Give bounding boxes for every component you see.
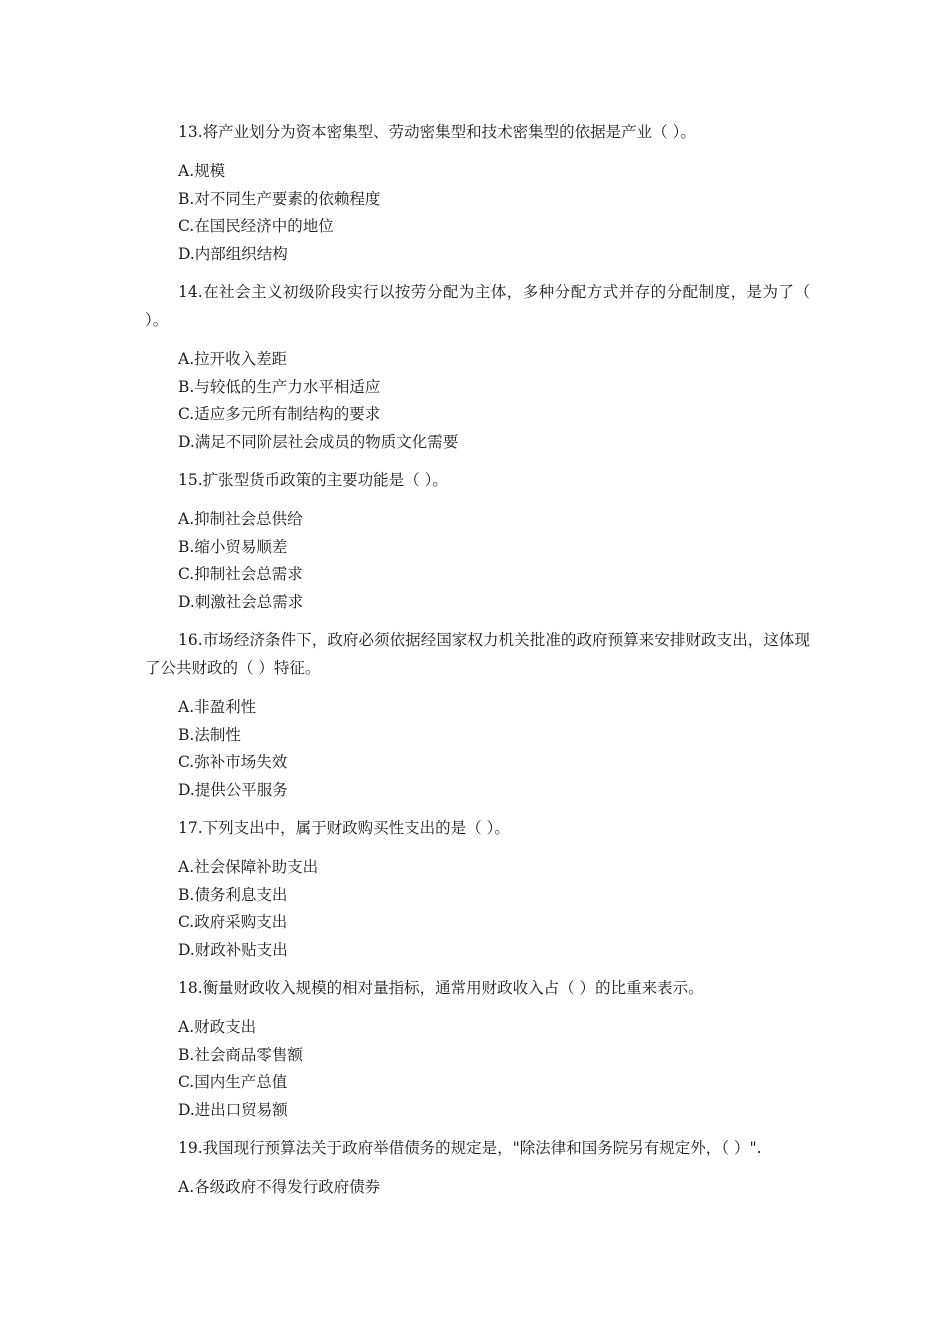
question-17 xyxy=(145,814,810,964)
option-b: B.法制性 xyxy=(178,725,241,744)
option-d: D.刺激社会总需求 xyxy=(178,592,304,611)
option-c: C.抑制社会总需求 xyxy=(178,565,303,583)
option-d: D.财政补贴支出 xyxy=(178,940,288,959)
option-d: D.内部组织结构 xyxy=(178,244,288,263)
option-c: C.政府采购支出 xyxy=(178,913,288,931)
question-list xyxy=(145,118,810,1212)
option-a: A.非盈利性 xyxy=(178,698,257,716)
question-stem: 19.我国现行预算法关于政府举借债务的规定是，"除法律和国务院另有规定外，（ ）". xyxy=(178,1139,762,1157)
question-stem: 17.下列支出中，属于财政购买性支出的是（ ）。 xyxy=(178,819,510,837)
option-a: A.财政支出 xyxy=(178,1018,257,1036)
question-15 xyxy=(145,466,810,616)
question-14 xyxy=(145,278,810,456)
option-d: D.满足不同阶层社会成员的物质文化需要 xyxy=(178,432,459,451)
option-a: A.抑制社会总供给 xyxy=(178,510,303,528)
question-18 xyxy=(145,974,810,1124)
question-13 xyxy=(145,118,810,268)
question-stem: 15.扩张型货币政策的主要功能是（ ）。 xyxy=(178,471,448,489)
option-list xyxy=(145,1014,810,1124)
question-stem: 16.市场经济条件下，政府必须依据经国家权力机关批准的政府预算来安排财政支出，这体现了公共财政的（ ）特征。 xyxy=(145,631,810,677)
option-a: A.社会保障补助支出 xyxy=(178,858,319,876)
option-list xyxy=(145,158,810,268)
option-list xyxy=(145,506,810,616)
question-stem: 18.衡量财政收入规模的相对量指标，通常用财政收入占（ ）的比重来表示。 xyxy=(178,979,704,997)
question-stem: 13.将产业划分为资本密集型、劳动密集型和技术密集型的依据是产业（ ）。 xyxy=(178,123,696,141)
option-c: C.弥补市场失效 xyxy=(178,753,288,771)
option-a: A.各级政府不得发行政府债券 xyxy=(178,1178,381,1196)
option-a: A.规模 xyxy=(178,162,226,180)
option-a: A.拉开收入差距 xyxy=(178,350,288,368)
option-b: B.对不同生产要素的依赖程度 xyxy=(178,189,381,208)
option-b: B.债务利息支出 xyxy=(178,885,288,904)
question-stem: 14.在社会主义初级阶段实行以按劳分配为主体，多种分配方式并存的分配制度，是为了（ ）。 xyxy=(145,283,810,329)
option-c: C.适应多元所有制结构的要求 xyxy=(178,405,381,423)
option-b: B.缩小贸易顺差 xyxy=(178,537,288,556)
question-19 xyxy=(145,1134,810,1202)
question-16 xyxy=(145,626,810,804)
option-c: C.在国民经济中的地位 xyxy=(178,217,334,235)
option-c: C.国内生产总值 xyxy=(178,1073,288,1091)
option-b: B.与较低的生产力水平相适应 xyxy=(178,377,381,396)
option-list xyxy=(145,346,810,456)
option-list xyxy=(145,694,810,804)
option-list xyxy=(145,854,810,964)
option-list xyxy=(145,1174,810,1202)
option-d: D.进出口贸易额 xyxy=(178,1100,288,1119)
option-d: D.提供公平服务 xyxy=(178,780,288,799)
option-b: B.社会商品零售额 xyxy=(178,1045,303,1064)
